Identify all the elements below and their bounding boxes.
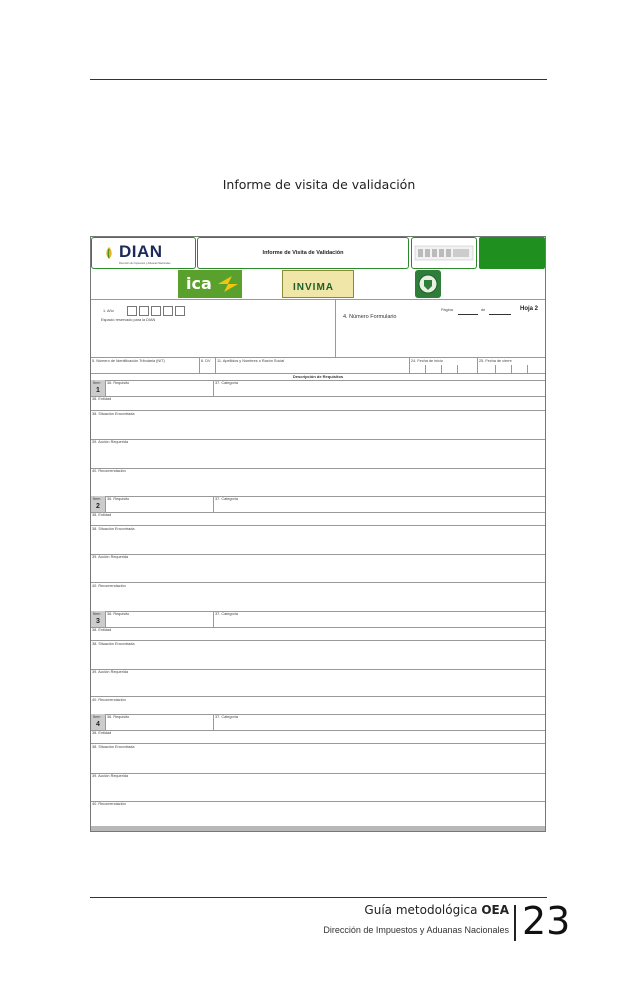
page-number-separator [514,905,516,941]
validation-visit-form [90,236,546,832]
category-label: 37. Categoría [215,715,239,719]
reserved-space-label: Espacio reservado para la DIAN [101,318,156,322]
divider [91,525,545,526]
name-label: 11. Apellidos y Nombres o Razón Social [217,359,285,363]
divider [91,468,545,469]
item-number: 4 [96,721,100,728]
divider [91,410,545,411]
bottom-rule [90,897,547,898]
divider [91,730,545,731]
entity-label: 38. Entidad [92,513,112,517]
guide-title-bold: OEA [481,903,509,917]
situation-label: 38. Situación Encontrada [92,527,135,531]
required-action-label: 39. Acción Requerida [92,440,129,444]
required-action-label: 39. Acción Requerida [92,670,129,674]
category-label: 37. Categoría [215,497,239,501]
divider [91,743,545,744]
requirement-label: 36. Requisito [107,715,130,719]
muisca-logo [411,237,477,269]
item-label: Ítem [93,715,101,719]
divider [91,627,545,628]
divider [105,714,106,730]
divider [425,365,426,373]
total-pages-field[interactable] [489,314,511,315]
divider [91,640,545,641]
divider [409,357,410,373]
divider [91,773,545,774]
divider [91,380,545,381]
requirement-label: 36. Requisito [107,497,130,501]
page-number: 23 [522,899,571,943]
item-label: Ítem [93,497,101,501]
divider [91,669,545,670]
ica-logo-text: ica [186,274,212,293]
divider [91,496,545,497]
sheet-label: Hoja 2 [520,306,539,312]
situation-label: 38. Situación Encontrada [92,642,135,646]
form-footer-strip [91,826,545,831]
divider [527,365,528,373]
item-label: Ítem [93,381,101,385]
divider [91,696,545,697]
document-title: Informe de visita de validación [222,177,416,192]
guide-title-text: Guía metodológica [364,903,478,917]
situation-label: 38. Situación Encontrada [92,412,135,416]
divider [213,611,214,627]
guide-title [364,903,509,917]
year-cell[interactable] [139,306,149,316]
dv-label: 6. DV [201,359,211,363]
dian-emblem-icon [104,246,114,260]
top-rule [90,79,547,80]
item-number: 1 [96,387,100,394]
divider [91,611,545,612]
close-date-label: 25. Fecha de cierre [479,359,512,363]
page-label: Página [441,308,453,312]
nit-label: 5. Número de Identificación Tributaria (NIT) [92,359,165,363]
form-header-title-box [197,237,409,269]
requirement-label: 36. Requisito [107,381,130,385]
invima-logo [282,270,354,298]
divider [335,299,336,357]
year-cell[interactable] [151,306,161,316]
ica-logo [178,270,242,298]
divider [91,512,545,513]
field-year-label: 1. Año [103,309,114,313]
item-number: 2 [96,503,100,510]
divider [477,357,478,373]
dian-logo-box [91,237,196,269]
divider [199,357,200,373]
divider [91,299,545,300]
required-action-label: 39. Acción Requerida [92,555,129,559]
entity-label: 38. Entidad [92,397,112,401]
invima-logo-text: INVIMA [293,282,334,293]
coat-of-arms-icon [415,270,441,298]
entity-label: 38. Entidad [92,628,112,632]
dian-subtitle: Dirección de Impuestos y Aduanas Nacionales [119,262,171,265]
category-label: 37. Categoría [215,381,239,385]
divider [91,554,545,555]
form-number-label: 4. Número Formulario [343,314,397,320]
of-label: de [481,308,486,312]
requirement-label: 36. Requisito [107,612,130,616]
recommendation-label: 40. Recomendación [92,802,126,806]
header-green-block [479,237,545,269]
year-cell[interactable] [127,306,137,316]
organization-name: Dirección de Impuestos y Aduanas Nacionales [323,925,509,935]
divider [213,496,214,512]
divider [441,365,442,373]
requirements-description-header: Descripción de Requisitos [292,374,344,379]
recommendation-label: 40. Recomendación [92,698,126,702]
divider [91,439,545,440]
recommendation-label: 40. Recomendación [92,469,126,473]
divider [215,357,216,373]
divider [511,365,512,373]
divider [91,582,545,583]
dian-logo-text: DIAN [119,242,163,261]
divider [457,365,458,373]
divider [213,380,214,396]
form-header-title: Informe de Visita de Validación [262,250,344,256]
page-number-field[interactable] [458,314,478,315]
category-label: 37. Categoría [215,612,239,616]
item-number: 3 [96,618,100,625]
divider [91,396,545,397]
divider [105,380,106,396]
year-cell[interactable] [175,306,185,316]
divider [105,611,106,627]
divider [495,365,496,373]
situation-label: 38. Situación Encontrada [92,745,135,749]
required-action-label: 39. Acción Requerida [92,774,129,778]
divider [105,496,106,512]
item-label: Ítem [93,612,101,616]
divider [91,714,545,715]
divider [213,714,214,730]
recommendation-label: 40. Recomendación [92,584,126,588]
entity-label: 38. Entidad [92,731,112,735]
start-date-label: 24. Fecha de inicio [411,359,443,363]
divider [91,801,545,802]
year-cell[interactable] [163,306,173,316]
